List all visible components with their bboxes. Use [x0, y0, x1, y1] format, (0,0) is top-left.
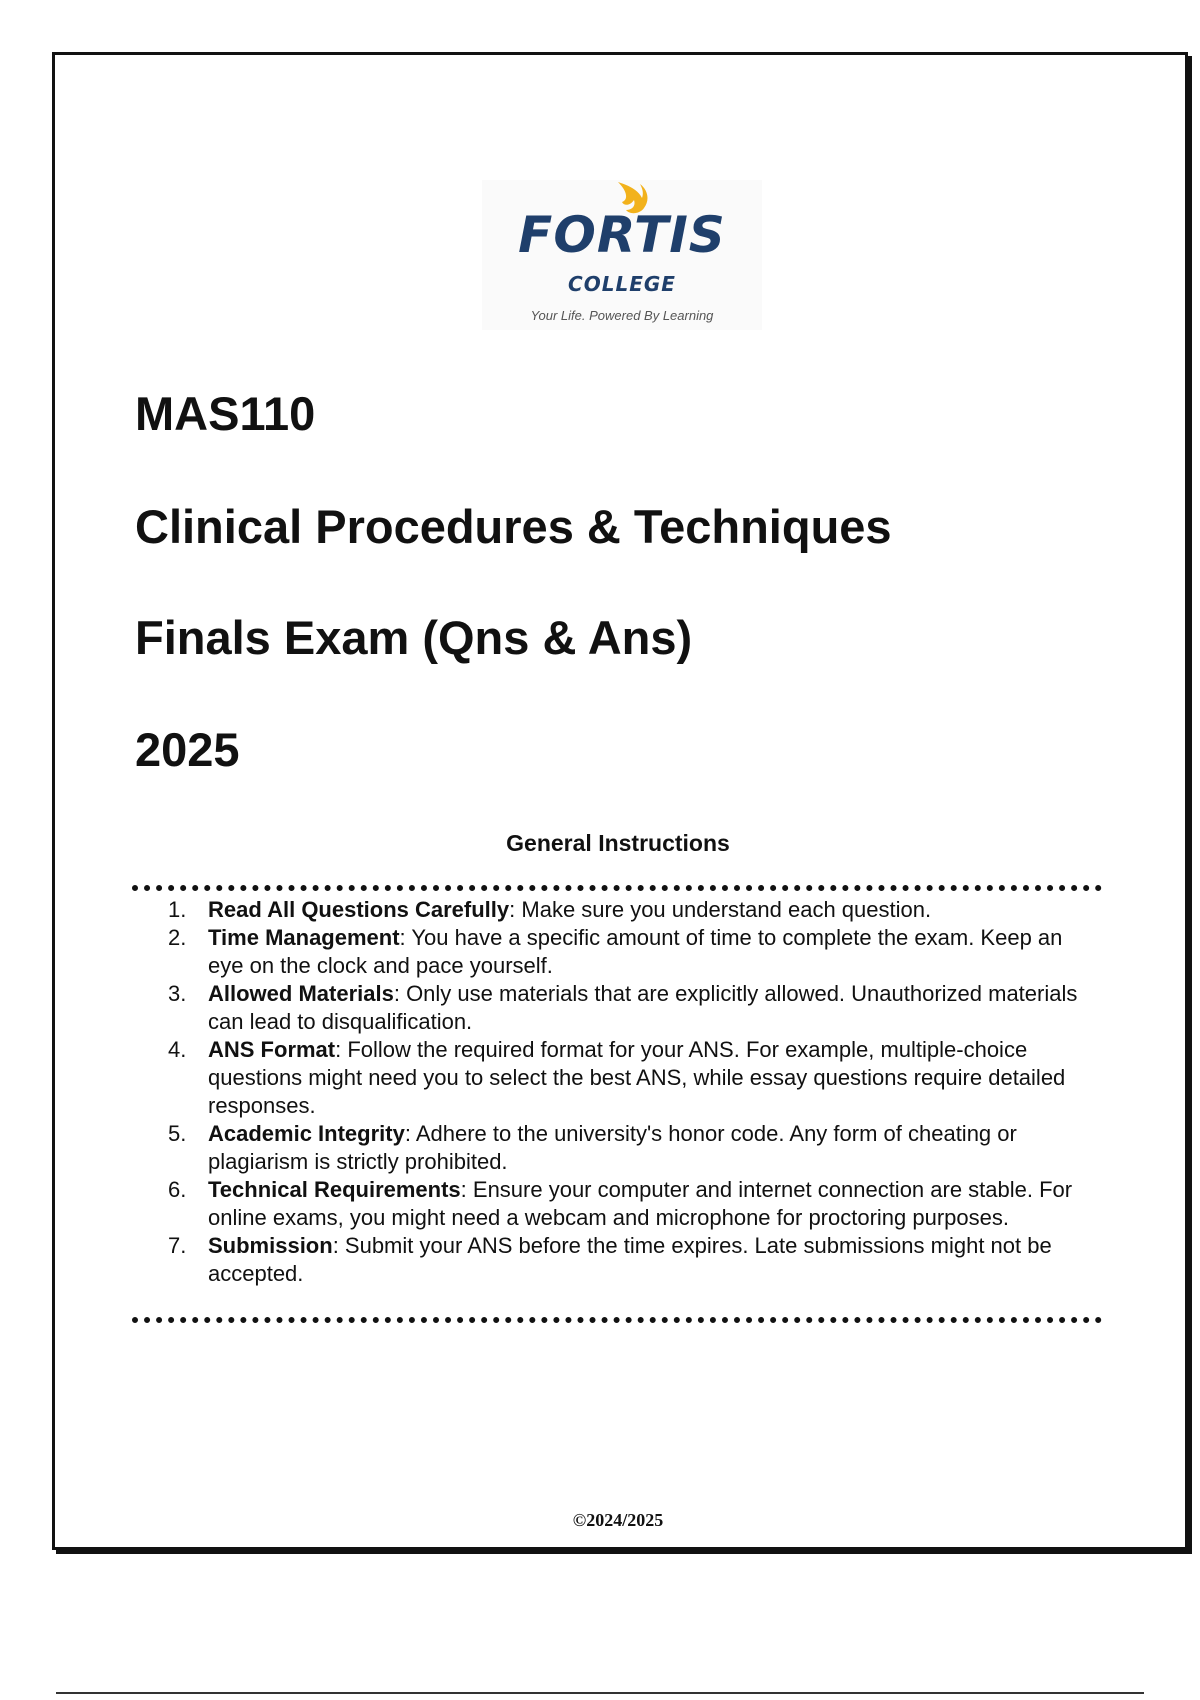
instruction-label: Academic Integrity — [208, 1121, 405, 1146]
logo-wordmark: FORTIS — [518, 206, 726, 264]
instruction-number: 4. — [168, 1037, 187, 1062]
bottom-divider — [56, 1692, 1144, 1694]
instruction-text: : You have a specific amount of time to complete the exam. Keep an eye on the clock and pace yourself. — [208, 925, 1063, 978]
instruction-item — [168, 1176, 1098, 1232]
course-code: MAS110 — [135, 387, 316, 440]
instruction-label: Read All Questions Carefully — [208, 897, 510, 922]
instruction-number: 7. — [168, 1233, 187, 1258]
instruction-text: : Ensure your computer and internet connection are stable. For online exams, you might need a webcam and microphone for proctoring purposes. — [208, 1177, 1073, 1230]
instructions-title: General Instructions — [506, 830, 730, 856]
exam-year: 2025 — [135, 723, 240, 776]
instruction-item — [168, 1120, 1098, 1176]
logo-subtitle: COLLEGE — [568, 272, 676, 296]
instruction-number: 6. — [168, 1177, 187, 1202]
fortis-college-logo — [482, 180, 762, 330]
instruction-number: 2. — [168, 925, 187, 950]
copyright-notice: ©2024/2025 — [572, 1510, 664, 1530]
instruction-item — [168, 980, 1098, 1036]
instruction-number: 5. — [168, 1121, 187, 1146]
instruction-text: : Make sure you understand each question. — [509, 897, 932, 922]
instruction-item — [168, 1036, 1098, 1120]
course-title: Clinical Procedures & Techniques — [135, 500, 892, 553]
instruction-label: Submission — [208, 1233, 333, 1258]
instruction-label: Time Management — [208, 925, 400, 950]
instruction-label: ANS Format — [208, 1037, 336, 1062]
instruction-item — [168, 896, 1098, 924]
instruction-text: : Only use materials that are explicitly allowed. Unauthorized materials can lead to disqualification. — [208, 981, 1078, 1034]
instruction-item — [168, 924, 1098, 980]
instruction-text: : Adhere to the university's honor code. Any form of cheating or plagiarism is strictly prohibited. — [208, 1121, 1017, 1174]
instructions-list — [168, 896, 1098, 1288]
instructions-box — [132, 885, 1102, 1323]
logo-tagline: Your Life. Powered By Learning — [530, 308, 714, 323]
instruction-number: 1. — [168, 897, 187, 922]
instruction-label: Allowed Materials — [208, 981, 394, 1006]
instruction-number: 3. — [168, 981, 187, 1006]
instruction-text: : Follow the required format for your ANS. For example, multiple-choice questions might need you to select the best ANS, while essay questions require detailed responses. — [208, 1037, 1066, 1118]
exam-title: Finals Exam (Qns & Ans) — [135, 611, 693, 664]
instruction-text: : Submit your ANS before the time expires. Late submissions might not be accepted. — [208, 1233, 1052, 1286]
instruction-label: Technical Requirements — [208, 1177, 461, 1202]
instruction-item — [168, 1232, 1098, 1288]
